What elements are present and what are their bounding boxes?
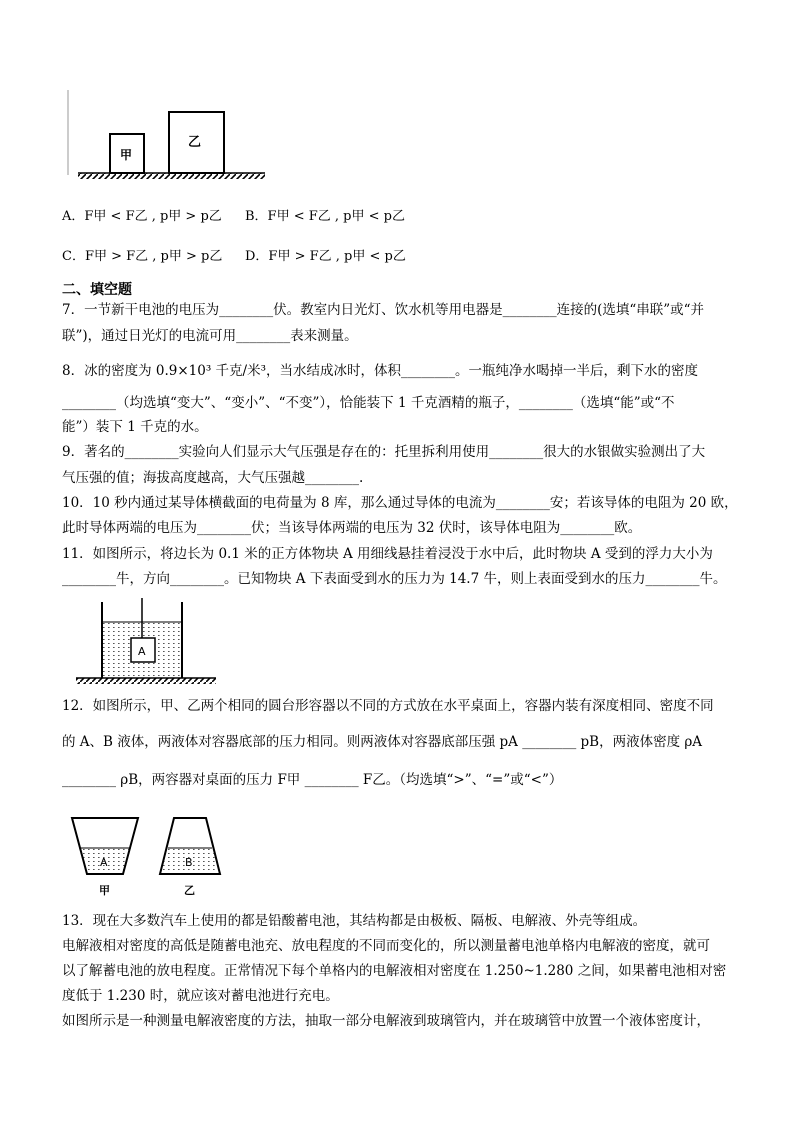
q12-line-1: 12．如图所示，甲、乙两个相同的圆台形容器以不同的方式放在水平桌面上，容器内装有深度相同、密度不同 [62,698,714,714]
option-b: B．F甲 < F乙 , p甲 < p乙 [245,209,405,224]
option-d: D．F甲 > F乙 , p甲 < p乙 [245,249,406,264]
q11-ground [76,678,216,684]
q12-line-3: ________ ρB，两容器对桌面的压力 F甲 ________ F乙。（均选填“>”、“=”或“<”） [62,772,563,788]
block-jia-label: 甲 [120,148,133,162]
block-a-label: A [138,645,146,658]
q7-line-1: 7．一节新干电池的电压为________伏。教室内日光灯、饮水机等用电器是________连接的(选填“串联”或“并 [62,302,705,318]
q8-line-2: ________（均选填“变大”、“变小”、“不变”），恰能装下 1 千克酒精的瓶子，________（选填“能”或“不 [62,395,675,411]
option-a: A．F甲 < F乙 , p甲 > p乙 [62,209,222,224]
q12-figure [62,812,232,900]
liquid-b-label: B [185,856,193,869]
q9-line-1: 9．著名的________实验向人们显示大气压强是存在的：托里拆利用使用________很大的水银做实验测出了大 [62,444,706,460]
q8-line-3: 能”）装下 1 千克的水。 [62,419,208,435]
section-title: 二、填空题 [62,282,132,298]
block-yi-label: 乙 [188,135,202,150]
q13-line-1: 13．现在大多数汽车上使用的都是铅酸蓄电池，其结构都是由极板、隔板、电解液、外壳等组成。 [62,913,647,929]
container-jia-label: 甲 [99,884,110,897]
liquid-a-label: A [100,856,108,869]
option-c: C．F甲 > F乙 , p甲 > p乙 [62,249,223,264]
q10-line-1: 10．10 秒内通过某导体横截面的电荷量为 8 库，那么通过导体的电流为________安；若该导体的电阻为 20 欧， [62,495,738,511]
q11-figure [62,598,222,690]
q7-line-2: 联”)，通过日光灯的电流可用________表来测量。 [62,328,358,344]
q12-line-2: 的 A、B 液体，两液体对容器底部的压力相同。则两液体对容器底部压强 pA ________ pB，两液体密度 ρA [62,734,703,750]
q13-line-3: 以了解蓄电池的放电程度。正常情况下每个单格内的电解液相对密度在 1.250~1.280 之间，如果蓄电池相对密 [62,963,727,979]
q13-line-5: 如图所示是一种测量电解液密度的方法，抽取一部分电解液到玻璃管内，并在玻璃管中放置一个液体密度计， [62,1013,710,1029]
container-yi-label: 乙 [184,884,195,897]
q13-line-2: 电解液相对密度的高低是随蓄电池充、放电程度的不同而变化的，所以测量蓄电池单格内电解液的密度，就可 [62,938,710,954]
q11-line-1: 11．如图所示，将边长为 0.1 米的正方体物块 A 用细线悬挂着浸没于水中后，此时物块 A 受到的浮力大小为 [62,546,713,562]
q6-figure [62,90,272,185]
q10-line-2: 此时导体两端的电压为________伏；当该导体两端的电压为 32 伏时，该导体电阻为________欧。 [62,520,642,536]
ground [78,173,265,179]
q11-line-2: ________牛，方向________。已知物块 A 下表面受到水的压力为 14.7 牛，则上表面受到水的压力________牛。 [62,571,727,587]
q8-line-1: 8．冰的密度为 0.9×10³ 千克/米³，当水结成冰时，体积________。一瓶纯净水喝掉一半后，剩下水的密度 [62,363,699,379]
q9-line-2: 气压强的值；海拔高度越高，大气压强越________. [62,470,364,486]
q13-line-4: 度低于 1.230 时，就应该对蓄电池进行充电。 [62,988,339,1004]
